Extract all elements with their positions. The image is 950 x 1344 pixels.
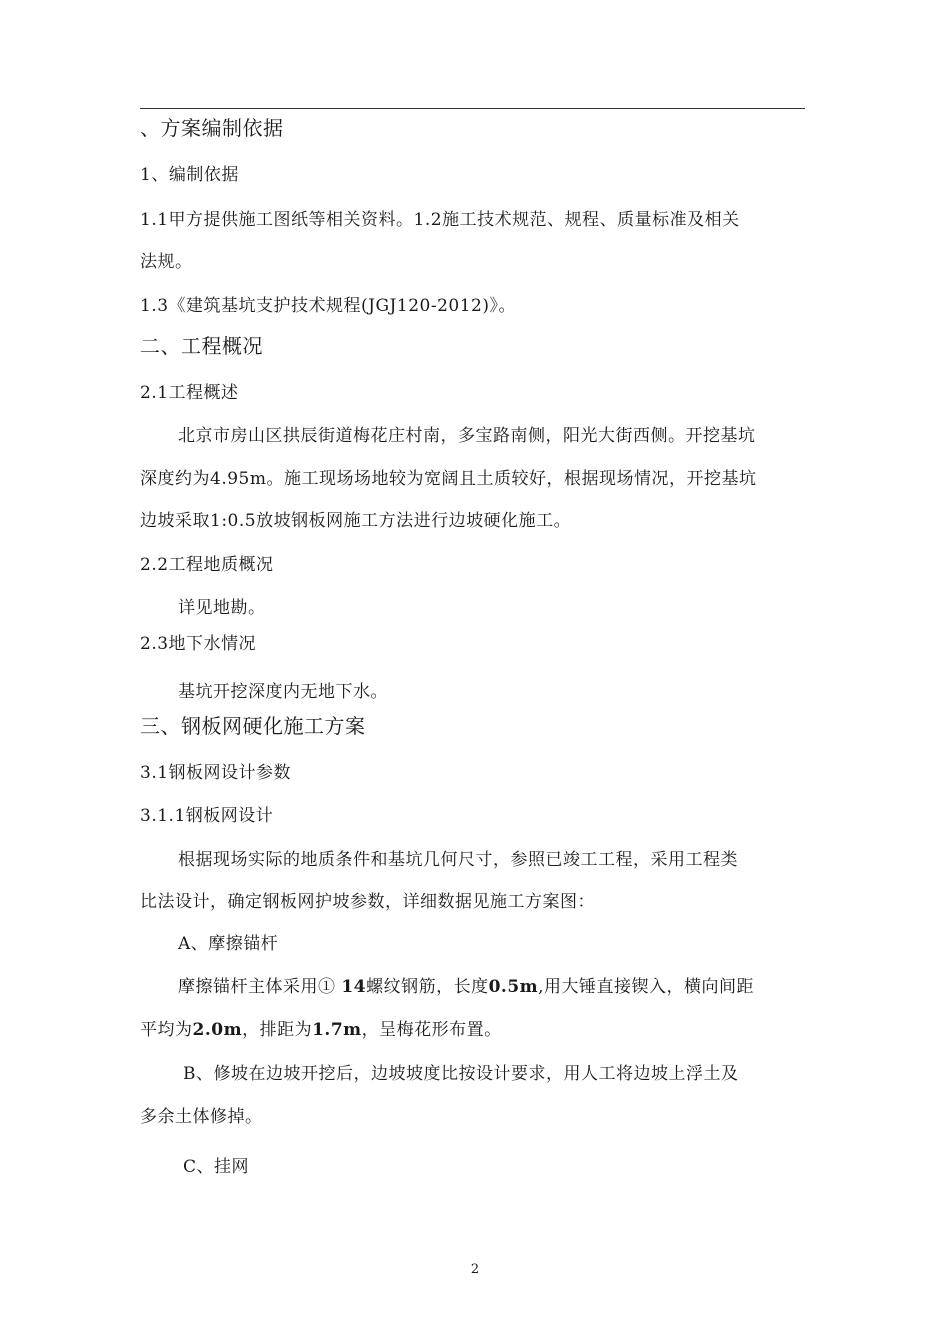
- para-b-line-2: 多余土体修掉。: [140, 1107, 263, 1127]
- para-2-1-line-2: 深度约为4.95m。施工现场场地较为宽阔且土质较好，根据现场情况，开挖基坑: [140, 469, 757, 489]
- section-2-1: 2.1工程概述: [140, 383, 239, 403]
- para-1-1-line-2: 法规。: [140, 252, 193, 272]
- para-1-3: 1.3《建筑基坑支护技术规程(JGJ120-2012)》。: [140, 296, 516, 316]
- para-a-text-4: 平均为: [140, 1020, 193, 1040]
- para-a-text-5: ，排距为: [242, 1020, 313, 1040]
- para-3-1-1-line-2: 比法设计，确定钢板网护坡参数，详细数据见施工方案图：: [140, 892, 595, 912]
- item-a: A、摩擦锚杆: [178, 934, 279, 954]
- section-3-1: 3.1钢板网设计参数: [140, 763, 292, 783]
- page-number: 2: [470, 1262, 480, 1277]
- section-2-3: 2.3地下水情况: [140, 634, 257, 654]
- para-a-bold-4: 1.7m: [312, 1020, 362, 1040]
- para-2-2: 详见地勘。: [178, 598, 266, 618]
- header-rule: [140, 108, 805, 109]
- para-2-1-line-3: 边坡采取1:0.5放坡钢板网施工方法进行边坡硬化施工。: [140, 511, 572, 531]
- section-3-1-1: 3.1.1钢板网设计: [140, 806, 274, 826]
- section-1: 1、编制依据: [140, 165, 239, 185]
- para-a-bold-3: 2.0m: [192, 1020, 243, 1040]
- para-a-text-2: 螺纹钢筋，长度: [366, 977, 489, 997]
- section-2-2: 2.2工程地质概况: [140, 555, 274, 575]
- item-c: C、挂网: [183, 1157, 250, 1177]
- para-2-1-line-1: 北京市房山区拱辰街道梅花庄村南，多宝路南侧，阳光大街西侧。开挖基坑: [178, 426, 756, 446]
- para-2-3: 基坑开挖深度内无地下水。: [178, 682, 388, 702]
- para-a-bold-2: 0.5m: [488, 977, 539, 997]
- heading-1: 、方案编制依据: [140, 116, 284, 140]
- para-b-line-1: B、修坡在边坡开挖后，边坡坡度比按设计要求，用人工将边坡上浮土及: [183, 1064, 739, 1084]
- heading-2: 二、工程概况: [140, 334, 263, 358]
- para-a-text-6: ，呈梅花形布置。: [361, 1020, 502, 1040]
- para-a-line-2: [140, 1015, 502, 1040]
- para-a-line-1: [178, 972, 754, 997]
- para-a-bold-1: 14: [341, 977, 367, 997]
- para-a-text-3: ,用大锤直接锲入，横向间距: [538, 977, 755, 997]
- para-a-text-1: 摩擦锚杆主体采用①: [178, 977, 342, 997]
- para-3-1-1-line-1: 根据现场实际的地质条件和基坑几何尺寸，参照已竣工工程，采用工程类: [178, 850, 738, 870]
- heading-3: 三、钢板网硬化施工方案: [140, 714, 366, 738]
- para-1-1-line-1: 1.1甲方提供施工图纸等相关资料。1.2施工技术规范、规程、质量标准及相关: [140, 210, 740, 230]
